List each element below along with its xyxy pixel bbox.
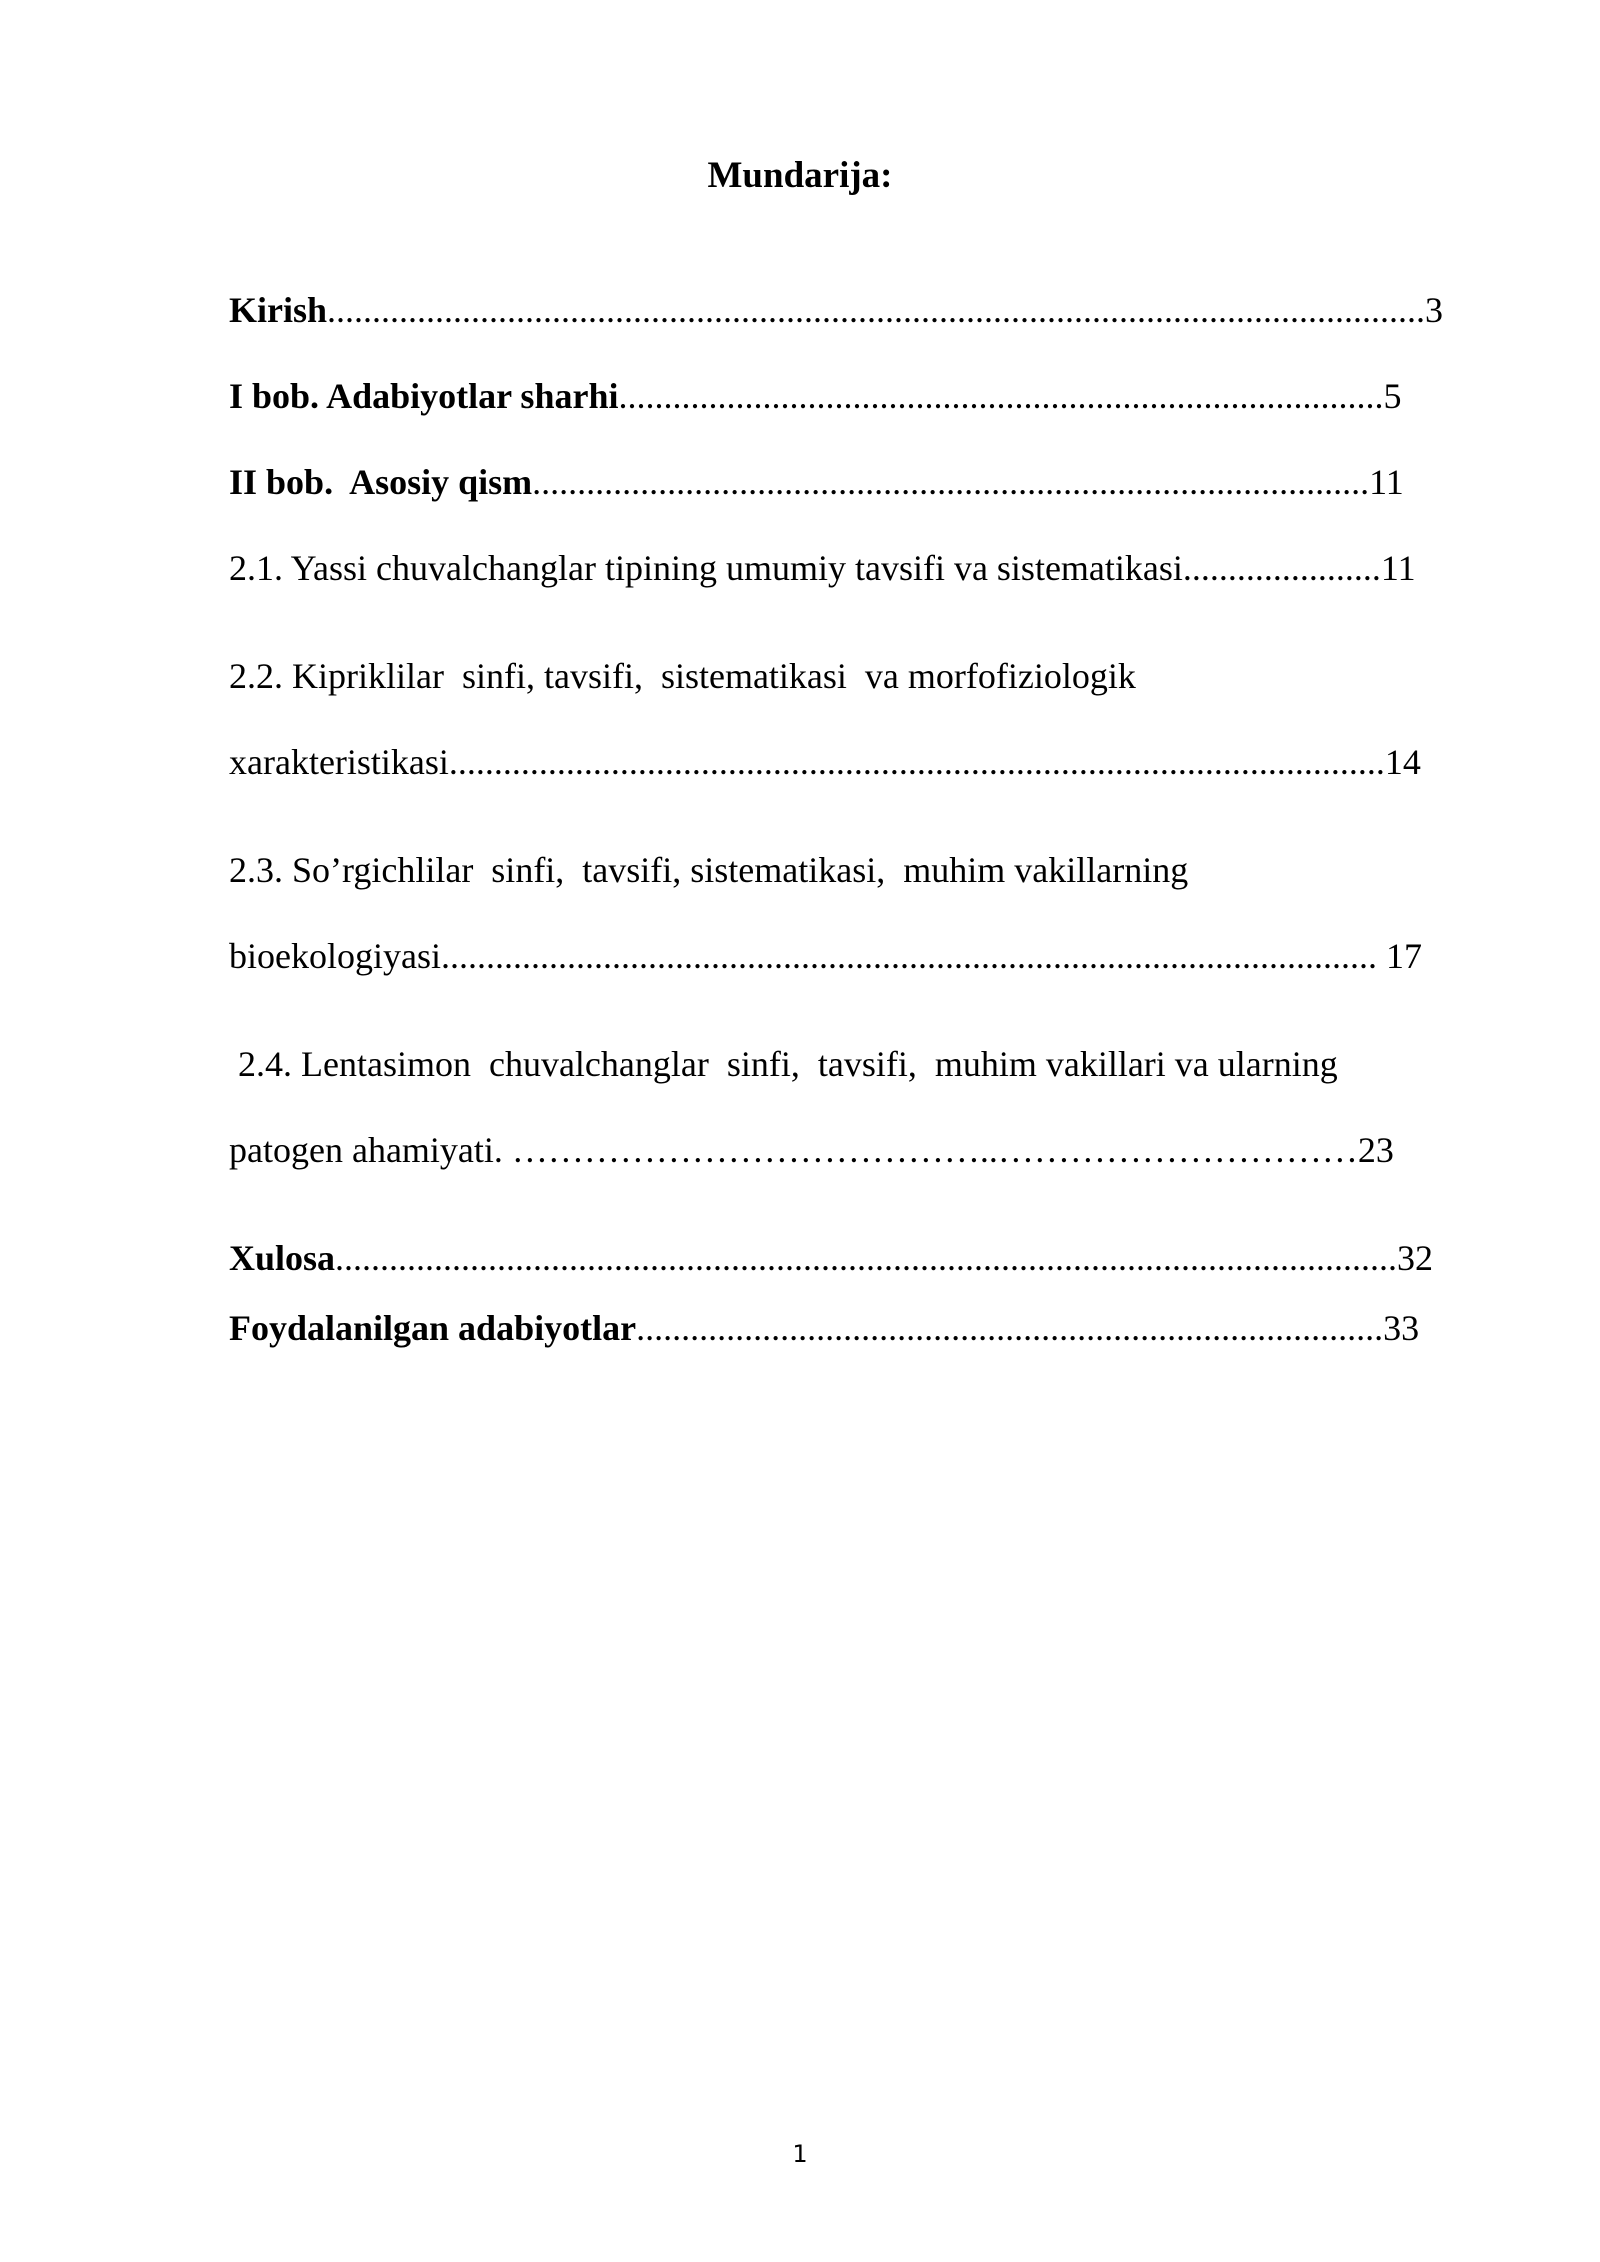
toc-entry-section-2-2-continued [229, 738, 1421, 786]
toc-leader: ........................................................................................................ [448, 742, 1385, 782]
toc-entry-label: Foydalanilgan adabiyotlar [229, 1308, 637, 1348]
toc-page-number: 23 [1357, 1130, 1394, 1170]
toc-page-number: 11 [1369, 462, 1404, 502]
toc-page-number: 32 [1397, 1238, 1434, 1278]
toc-entry-kirish [229, 286, 1443, 334]
toc-entry-label: I bob. Adabiyotlar sharhi [229, 376, 619, 416]
toc-entry-label: 2.2. Kipriklilar sinfi, tavsifi, sistematikasi va morfofiziologik [229, 656, 1136, 696]
toc-leader: ...................................................................................................................... [335, 1238, 1398, 1278]
toc-entry-section-2-3 [229, 846, 1188, 894]
toc-entry-label: patogen ahamiyati. [229, 1130, 503, 1170]
toc-entry-section-2-4-continued [229, 1126, 1394, 1174]
toc-entry-chapter-2 [229, 458, 1404, 506]
toc-entry-label: Kirish [229, 290, 328, 330]
toc-entry-label: bioekologiyasi [229, 936, 441, 976]
toc-leader: ...................... [1182, 548, 1381, 588]
toc-entry-references [229, 1304, 1419, 1352]
toc-entry-section-2-1 [229, 544, 1416, 592]
toc-entry-label: 2.1. Yassi chuvalchanglar tipining umumiy tavsifi va sistematikasi [229, 548, 1183, 588]
toc-entry-label: xarakteristikasi [229, 742, 449, 782]
toc-entry-section-2-2 [229, 652, 1136, 700]
toc-entry-label: Xulosa [229, 1238, 336, 1278]
toc-leader: …………………………………..………………………… [502, 1130, 1358, 1170]
toc-entry-label: 2.4. Lentasimon chuvalchanglar sinfi, tavsifi, muhim vakillari va ularning [229, 1044, 1338, 1084]
toc-entry-label: II bob. Asosiy qism [229, 462, 533, 502]
toc-entry-label: 2.3. So’rgichlilar sinfi, tavsifi, sistematikasi, muhim vakillarning [229, 850, 1189, 890]
toc-leader: ........................................................................................................ [440, 936, 1386, 976]
toc-leader: .......................................................................................................................... [327, 290, 1426, 330]
toc-entry-section-2-4 [229, 1040, 1338, 1088]
toc-entry-section-2-3-continued [229, 932, 1422, 980]
toc-page-number: 17 [1385, 936, 1422, 976]
page-number: 1 [792, 2140, 808, 2168]
toc-page-number: 33 [1383, 1308, 1420, 1348]
toc-page-number: 14 [1384, 742, 1421, 782]
toc-entry-xulosa [229, 1234, 1433, 1282]
toc-entry-chapter-1 [229, 372, 1401, 420]
toc-page-number: 3 [1425, 290, 1444, 330]
toc-leader: ................................................................................... [636, 1308, 1384, 1348]
toc-leader: ............................................................................................. [532, 462, 1370, 502]
toc-leader: ..................................................................................... [618, 376, 1384, 416]
toc-title: Mundarija: [707, 155, 893, 196]
toc-page-number: 11 [1380, 548, 1416, 588]
toc-page-number: 5 [1383, 376, 1402, 416]
